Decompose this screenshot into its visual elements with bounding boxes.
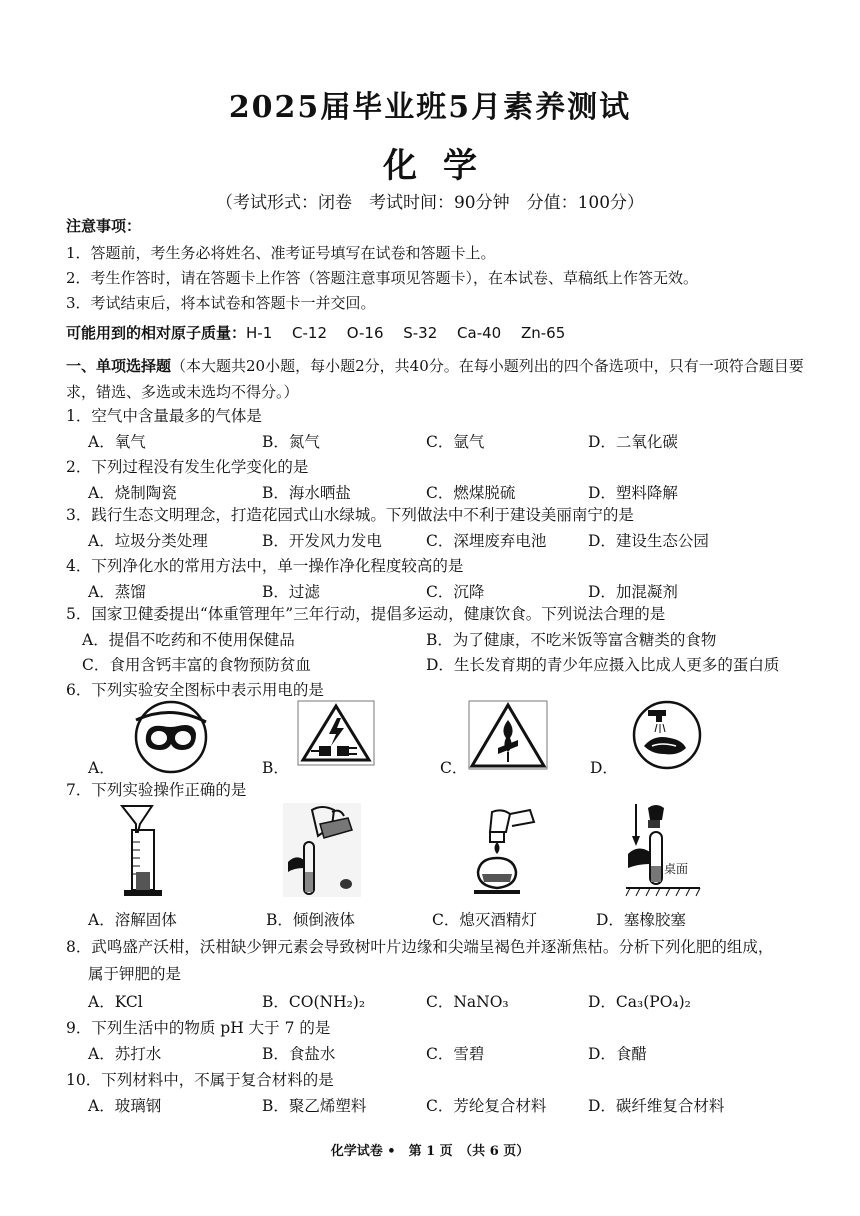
option-c[interactable]: C．芳纶复合材料: [426, 1097, 547, 1115]
note-item: 1．答题前，考生务必将姓名、准考证号填写在试卷和答题卡上。: [66, 244, 496, 262]
option-a[interactable]: A．烧制陶瓷: [88, 484, 177, 502]
option-c[interactable]: C．NaNO₃: [426, 993, 509, 1011]
option-a[interactable]: A．: [88, 759, 115, 777]
question-stem: 6．下列实验安全图标中表示用电的是: [66, 681, 324, 699]
option-d[interactable]: D．建设生态公园: [588, 532, 709, 550]
question-stem-line: 属于钾肥的是: [88, 965, 182, 983]
option-a[interactable]: A．提倡不吃药和不使用保健品: [82, 631, 295, 649]
exam-title: 2025届毕业班5月素养测试: [228, 90, 632, 125]
question-stem-line: 8．武鸣盛产沃柑，沃柑缺少钾元素会导致树叶片边缘和尖端呈褐色并逐渐焦枯。分析下列化肥的组成，: [66, 938, 774, 956]
option-d[interactable]: D．碳纤维复合材料: [588, 1097, 725, 1115]
option-d[interactable]: D．: [590, 759, 618, 777]
question-options: [88, 529, 808, 553]
section-heading: [66, 353, 806, 405]
atomic-mass: [66, 322, 806, 343]
heat-warning-icon: [468, 700, 548, 770]
question-stem: 4．下列净化水的常用方法中，单一操作净化程度较高的是: [66, 557, 464, 575]
question-options: [88, 430, 808, 454]
option-b[interactable]: B．氮气: [262, 433, 320, 451]
exam-info: （考试形式：闭卷 考试时间：90分钟 分值：100分）: [215, 193, 645, 213]
option-d[interactable]: D．食醋: [588, 1045, 647, 1063]
option-a[interactable]: A．玻璃钢: [88, 1097, 162, 1115]
question-stem: 5．国家卫健委提出“体重管理年”三年行动，提倡多运动，健康饮食。下列说法合理的是: [66, 605, 666, 623]
option-c[interactable]: C．熄灭酒精灯: [432, 911, 537, 929]
atomic-mass-label: 可能用到的相对原子质量：: [66, 324, 247, 342]
question-options: [88, 1042, 808, 1066]
notes-title: 注意事项：: [66, 217, 142, 235]
option-a[interactable]: A．氧气: [88, 433, 146, 451]
option-b[interactable]: B．: [262, 759, 289, 777]
option-b[interactable]: B．开发风力发电: [262, 532, 382, 550]
question-options: [88, 990, 808, 1014]
graduated-cylinder-figure: [112, 802, 172, 898]
option-c[interactable]: C．: [440, 759, 468, 777]
question-stem: 1．空气中含量最多的气体是: [66, 407, 262, 425]
option-a[interactable]: A．KCl: [88, 993, 143, 1011]
option-b[interactable]: B．食盐水: [262, 1045, 336, 1063]
question-options: [88, 1094, 808, 1118]
option-d[interactable]: D．生长发育期的青少年应摄入比成人更多的蛋白质: [426, 656, 780, 674]
goggles-icon: [128, 700, 214, 774]
question-stem: 3．践行生态文明理念，打造花园式山水绿城。下列做法中不利于建设美丽南宁的是: [66, 506, 634, 524]
electricity-plug-icon: [297, 700, 375, 766]
option-a[interactable]: A．溶解固体: [88, 911, 177, 929]
page-footer: 化学试卷 • 第 1 页 （共 6 页）: [330, 1144, 530, 1159]
option-b[interactable]: B．为了健康，不吃米饭等富含糖类的食物: [426, 631, 717, 649]
option-b[interactable]: B．过滤: [262, 583, 320, 601]
option-b[interactable]: B．海水晒盐: [262, 484, 351, 502]
option-c[interactable]: C．沉降: [426, 583, 485, 601]
option-c[interactable]: C．深埋废弃电池: [426, 532, 547, 550]
wash-hands-icon: [630, 700, 704, 770]
note-item: 2．考生作答时，请在答题卡上作答（答题注意事项见答题卡），在本试卷、草稿纸上作答无效。: [66, 269, 699, 287]
option-d[interactable]: D．加混凝剂: [588, 583, 678, 601]
question-stem: 7．下列实验操作正确的是: [66, 781, 247, 799]
question-stem: 2．下列过程没有发生化学变化的是: [66, 458, 309, 476]
option-b[interactable]: B．倾倒液体: [266, 911, 355, 929]
question-stem: 9．下列生活中的物质 pH 大于 7 的是: [66, 1019, 331, 1037]
section-title: 一、单项选择题: [66, 357, 172, 375]
question-stem: 10．下列材料中，不属于复合材料的是: [66, 1071, 334, 1089]
atomic-mass-values: H-1 C-12 O-16 S-32 Ca-40 Zn-65: [246, 324, 566, 342]
option-d[interactable]: D．塞橡胶塞: [596, 911, 686, 929]
pouring-liquid-figure: [282, 802, 362, 898]
question-options: [82, 628, 808, 652]
option-c[interactable]: C．燃煤脱硫: [426, 484, 516, 502]
option-a[interactable]: A．蒸馏: [88, 583, 146, 601]
question-options: [82, 653, 808, 677]
question-options: [88, 481, 808, 505]
option-b[interactable]: B．CO(NH₂)₂: [262, 993, 366, 1011]
subject-title: 化学: [383, 146, 503, 186]
question-stem: [66, 934, 806, 988]
option-c[interactable]: C．雪碧: [426, 1045, 485, 1063]
question-options: [88, 580, 808, 604]
section-desc: （本大题共20小题，每小题2分，共40分。在每小题列出的四个备选项中，只有一项符合题目要求，错选、多选或未选均不得分。）: [66, 357, 804, 401]
question-stem-text: [66, 934, 806, 988]
desk-label: 桌面: [664, 862, 689, 876]
option-b[interactable]: B．聚乙烯塑料: [262, 1097, 367, 1115]
option-a[interactable]: A．垃圾分类处理: [88, 532, 208, 550]
option-d[interactable]: D．二氧化碳: [588, 433, 678, 451]
option-c[interactable]: C．氩气: [426, 433, 485, 451]
option-d[interactable]: D．Ca₃(PO₄)₂: [588, 993, 691, 1011]
rubber-stopper-figure: [622, 800, 704, 900]
option-c[interactable]: C．食用含钙丰富的食物预防贫血: [82, 656, 311, 674]
note-item: 3．考试结束后，将本试卷和答题卡一并交回。: [66, 294, 376, 312]
option-d[interactable]: D．塑料降解: [588, 484, 678, 502]
alcohol-lamp-figure: [460, 802, 540, 898]
option-a[interactable]: A．苏打水: [88, 1045, 162, 1063]
